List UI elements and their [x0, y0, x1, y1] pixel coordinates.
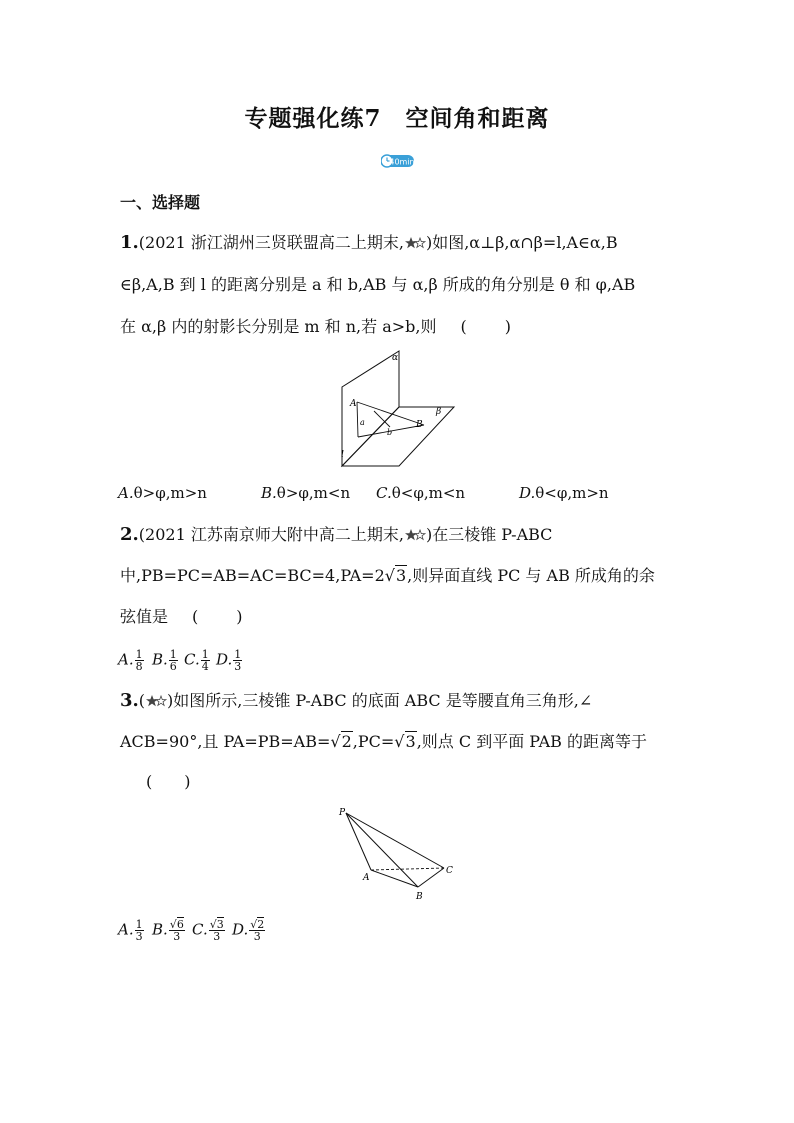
sqrt-expression: √2 — [330, 732, 352, 751]
q3-stem-2a: ACB=90°,且 PA=PB=AB= — [120, 732, 331, 751]
q3-fig-P: P — [339, 808, 346, 818]
q2-stem-3: 弦值是 — [120, 607, 169, 626]
q3-figure — [330, 803, 460, 903]
page-title: 专题强化练7 空间角和距离 — [244, 105, 550, 132]
q2-option-c[interactable]: C. $\frac{1}{4}$ — [184, 648, 209, 673]
difficulty-star-icon — [145, 694, 167, 708]
q2-stem-2a: 中,PB=PC=AB=AC=BC=4,PA=2 — [120, 566, 385, 585]
q1-fig-beta: β — [436, 407, 442, 417]
difficulty-star-icon — [404, 528, 426, 542]
sqrt-expression: √3 — [394, 732, 416, 751]
q3-fig-B: B — [416, 892, 423, 902]
q2-option-d[interactable]: D. $\frac{1}{3}$ — [216, 648, 242, 673]
q3-option-d[interactable]: D. $\frac{√2}{3}$ — [232, 918, 265, 943]
q2-line1 — [120, 525, 552, 545]
q2-answer-blank: ( ) — [192, 607, 245, 626]
q2-stem-2b: ,则异面直线 PC 与 AB 所成角的余 — [407, 566, 655, 585]
timer-label: 40min — [389, 157, 415, 167]
q1-stem-1: 如图,α⊥β,α∩β=l,A∈α,B — [432, 233, 618, 252]
q1-figure — [330, 345, 464, 469]
q2-line3 — [120, 607, 245, 627]
q2-source-end: ) — [425, 525, 433, 544]
q1-fig-l: l — [341, 450, 344, 460]
timer-icon — [381, 154, 415, 168]
difficulty-star-icon — [404, 236, 426, 250]
q2-stem-1: 在三棱锥 P-ABC — [432, 525, 553, 544]
q1-line2: ∈β,A,B 到 l 的距离分别是 a 和 b,AB 与 α,β 所成的角分别是 θ 和 φ,AB — [120, 275, 636, 294]
q1-option-d[interactable]: D.θ<φ,m>n — [519, 484, 609, 502]
q3-source-end: ) — [167, 691, 174, 710]
sqrt-expression: √3 — [384, 566, 407, 585]
q2-option-a[interactable]: A. $\frac{1}{8}$ — [118, 648, 143, 673]
q1-fig-a: a — [360, 418, 365, 427]
q3-option-a[interactable]: A. $\frac{1}{3}$ — [118, 918, 143, 943]
q3-option-c[interactable]: C. $\frac{√3}{3}$ — [192, 918, 224, 943]
q3-option-b[interactable]: B. $\frac{√6}{3}$ — [152, 918, 184, 943]
q1-stem-3: 在 α,β 内的射影长分别是 m 和 n,若 a>b,则 — [120, 317, 437, 336]
q1-option-b[interactable]: B.θ>φ,m<n — [261, 484, 351, 502]
q1-option-c[interactable]: C.θ<φ,m<n — [376, 484, 466, 502]
q2-source: (2021 江苏南京师大附中高二上期末, — [138, 525, 404, 544]
q2-line2 — [120, 566, 655, 586]
q3-answer-blank: ( ) — [146, 772, 191, 791]
q1-source-end: ) — [425, 233, 433, 252]
q3-fig-C: C — [446, 866, 453, 876]
q1-fig-A: A — [350, 399, 357, 409]
q1-fig-b: b — [387, 428, 393, 437]
q1-line3 — [120, 317, 513, 337]
q1-option-a[interactable]: A.θ>φ,m>n — [118, 484, 207, 502]
q3-stem-1: 如图所示,三棱锥 P-ABC 的底面 ABC 是等腰直角三角形,∠ — [173, 691, 593, 710]
q3-line2 — [120, 732, 647, 752]
q1-line1 — [120, 233, 618, 253]
q2-number: 2. — [120, 524, 139, 545]
q1-fig-alpha: α — [392, 353, 399, 363]
q3-number: 3. — [120, 690, 139, 711]
q3-source: ( — [138, 691, 146, 710]
section-heading: 一、选择题 — [120, 193, 201, 212]
q3-stem-2c: ,则点 C 到平面 PAB 的距离等于 — [416, 732, 647, 751]
q1-answer-blank: ( ) — [460, 317, 513, 336]
q1-source: (2021 浙江湖州三贤联盟高二上期末, — [138, 233, 404, 252]
q2-option-b[interactable]: B. $\frac{1}{6}$ — [152, 648, 177, 673]
q1-fig-B: B — [416, 420, 423, 430]
q3-fig-A: A — [363, 873, 370, 883]
q3-stem-2b: ,PC= — [352, 732, 395, 751]
q1-number: 1. — [120, 232, 139, 253]
q3-line1 — [120, 691, 592, 711]
